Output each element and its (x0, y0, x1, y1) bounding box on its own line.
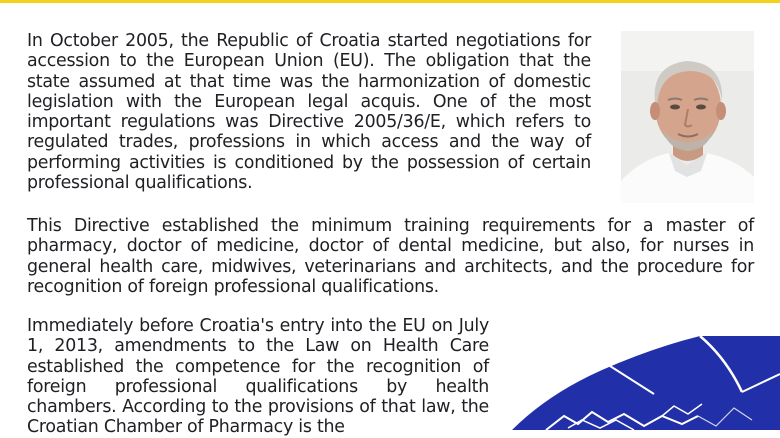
paragraph-law-on-health-care: Immediately before Croatia's entry into the EU on July 1, 2013, amendments to the Law on Health Care established the competence for the recognition of foreign professional qualifications by health chambers. According to the provisions of that law, the Croatian Chamber of Pharmacy is the (27, 316, 489, 438)
author-portrait-photo (621, 31, 754, 203)
paragraph-directive-requirements: This Directive established the minimum training requirements for a master of pharmacy, doctor of medicine, doctor of dental medicine, but also, for nurses in general health care, midwives, veterinarians and architects, and the procedure for recognition of foreign professional qualifications. (27, 216, 754, 297)
blue-geometric-artwork (512, 336, 780, 430)
paragraph-eu-negotiations: In October 2005, the Republic of Croatia started negotiations for accession to the European Union (EU). The obligation that the state assumed at that time was the harmonization of domestic legislation with the European legal acquis. One of the most important regulations was Directive 2005/36/E, which refers to regulated trades, professions in which access and the way of performing activities is conditioned by the possession of certain professional qualifications. (27, 31, 591, 194)
top-accent-rule (0, 0, 780, 3)
